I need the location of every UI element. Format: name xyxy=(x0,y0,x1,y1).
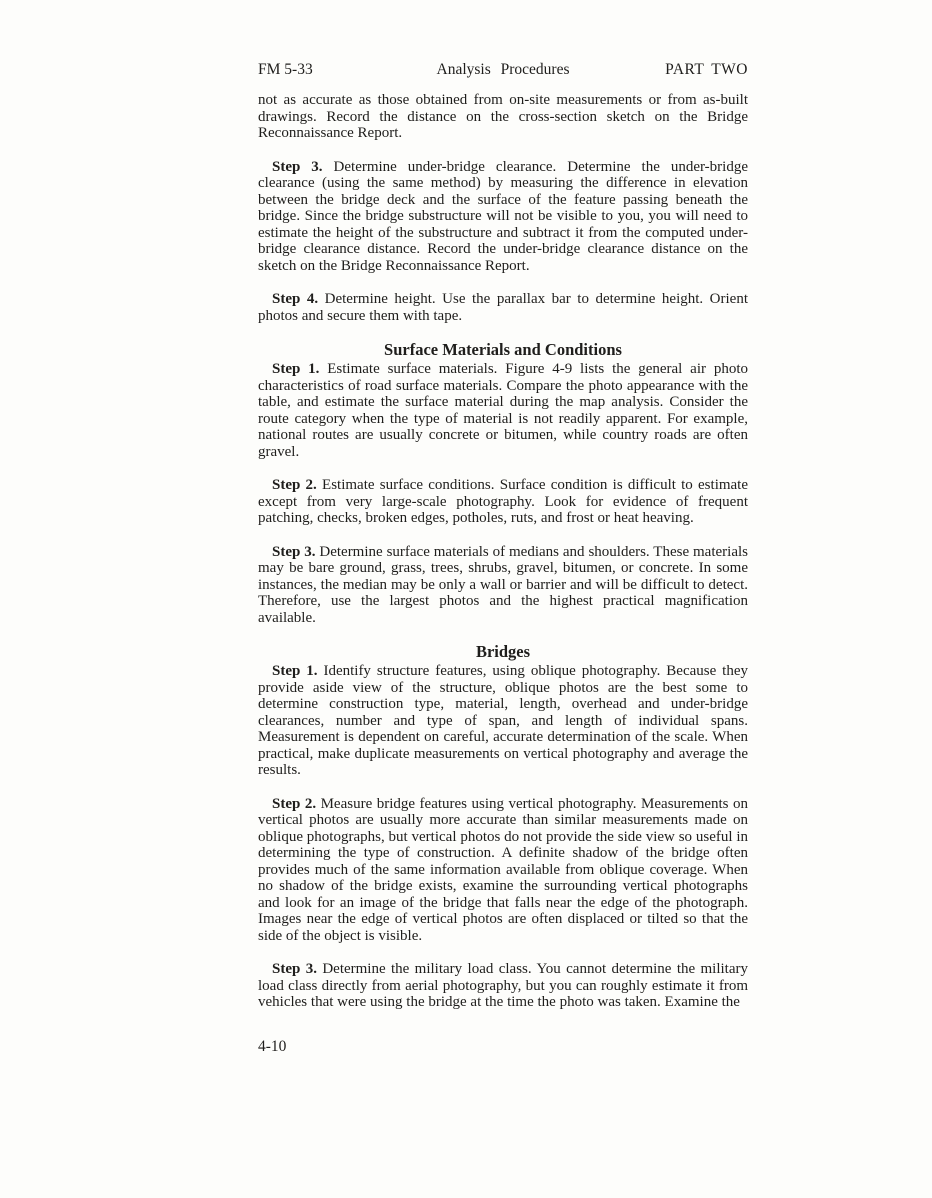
section-heading-bridges: Bridges xyxy=(475,642,531,661)
step-label: Step 1. xyxy=(272,361,320,377)
page-number: 4-10 xyxy=(258,1038,287,1055)
step-label: Step 3. xyxy=(272,158,323,175)
step-text: Determine the military load class. You cannot determine the military load class directly from aerial photography, but you can roughly estimate it from vehicles that were using the bridge at the time the photo was taken. Examine the xyxy=(258,961,748,1010)
step-paragraph-military-load-class xyxy=(258,961,748,1011)
intro-paragraph: not as accurate as those obtained from on-site measurements or from as-built drawings. Record the distance on the cross-section sketch on the Bridge Reconnaissance Report. xyxy=(258,92,748,141)
step-label: Step 3. xyxy=(272,543,316,560)
step-text: Determine height. Use the parallax bar to determine height. Orient photos and secure them with tape. xyxy=(258,291,749,324)
step-paragraph-determine-height xyxy=(258,291,748,324)
section-heading-surface-materials: Surface Materials and Conditions xyxy=(384,340,622,359)
step-paragraph-estimate-surface-conditions xyxy=(258,477,748,527)
page-header xyxy=(258,60,748,79)
step-paragraph-measure-bridge-features xyxy=(258,796,748,945)
step-label: Step 4. xyxy=(272,291,319,307)
step-label: Step 2. xyxy=(272,477,317,493)
step-text: Determine under-bridge clearance. Determine the under-bridge clearance (using the same method) by measuring the difference in elevation between the bridge deck and the surface of the feature passing beneath the bridge. Since the bridge substructure will not be visible to you, you will need to estimate the height of the substructure and subtract it from the computed under-bridge clearance distance. Record the under-bridge clearance distance on the sketch on the Bridge Reconnaissance Report. xyxy=(258,158,748,274)
step-paragraph-under-bridge-clearance xyxy=(258,159,748,275)
step-text: Estimate surface conditions. Surface condition is difficult to estimate except from very large-scale photography. Look for evidence of frequent patching, checks, broken edges, potholes, ruts, and frost or heat heaving. xyxy=(258,477,749,526)
step-label: Step 2. xyxy=(272,795,317,812)
step-label: Step 3. xyxy=(272,961,317,977)
step-text: Estimate surface materials. Figure 4-9 lists the general air photo characteristics of road surface materials. Compare the photo appearance with the table, and estimate the surface material during the map analysis. Consider the route category when the type of material is not readily apparent. For example, national routes are usually concrete or bitumen, while country roads are often gravel. xyxy=(258,361,748,460)
step-paragraph-identify-structure-features xyxy=(258,663,748,779)
content-column xyxy=(258,60,748,1028)
part-label: PART TWO xyxy=(665,61,748,78)
step-text: Identify structure features, using oblique photography. Because they provide aside view of the structure, oblique photos are the best some to determine construction type, material, length, overhead and under-bridge clearances, number and type of span, and length of individual spans. Measurement is dependent on careful, accurate determination of the scale. When practical, make duplicate measurements on vertical photography and average the results. xyxy=(258,663,749,778)
step-text: Measure bridge features using vertical photography. Measurements on vertical photos are usually more accurate than similar measurements made on oblique photographs, but vertical photos do not provide the side view so useful in determining the type of construction. A definite shadow of the bridge often provides much of the same information available from oblique coverage. When no shadow of the bridge exists, examine the surrounding vertical photographs and look for an image of the bridge that falls near the edge of the photograph. Images near the edge of vertical photos are often displaced or tilted so that the side of the object is visible. xyxy=(258,795,749,944)
page-title: Analysis Procedures xyxy=(436,61,570,78)
step-paragraph-medians-shoulders xyxy=(258,544,748,627)
step-label: Step 1. xyxy=(272,663,318,679)
step-paragraph-estimate-surface-materials xyxy=(258,361,748,460)
step-text: Determine surface materials of medians and shoulders. These materials may be bare ground, grass, trees, shrubs, gravel, bitumen, or concrete. In some instances, the median may be only a wall or barrier and will be difficult to detect. Therefore, use the largest photos and the highest practical magnification available. xyxy=(258,543,748,626)
doc-code: FM 5-33 xyxy=(258,61,313,78)
